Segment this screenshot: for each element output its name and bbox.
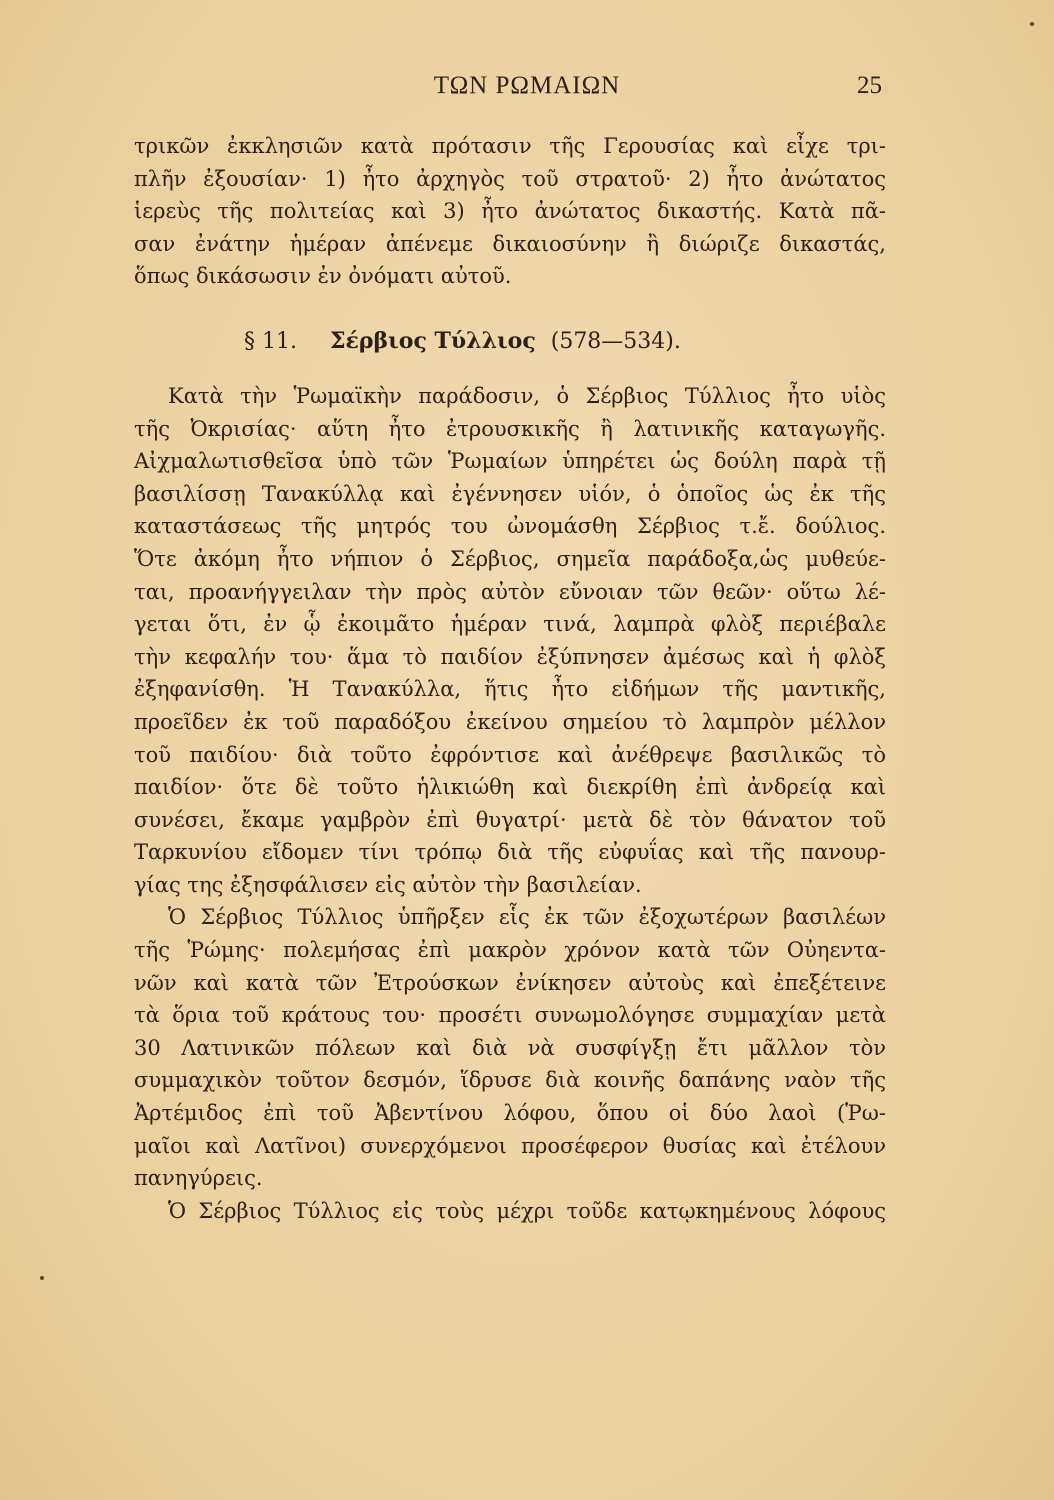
page-body: [134, 130, 886, 1227]
text-line: ὅπως δικάσωσιν ἐν ὀνόματι αὐτοῦ.: [134, 264, 512, 289]
text-line: τοῦ παιδίου· διὰ τοῦτο ἐφρόντισε καὶ ἀνέθρεψε βασιλικῶς τὸ: [134, 742, 886, 767]
text-line: βασιλίσσῃ Τανακύλλᾳ καὶ ἐγέννησεν υἱόν, ὁ ὁποῖος ὡς ἐκ τῆς: [134, 481, 886, 506]
text-line: πλῆν ἐξουσίαν· 1) ἦτο ἀρχηγὸς τοῦ στρατοῦ· 2) ἦτο ἀνώτατος: [134, 166, 886, 191]
text-line: καταστάσεως τῆς μητρός του ὠνομάσθη Σέρβιος τ.ἔ. δούλιος.: [134, 514, 886, 539]
page-header: [0, 72, 1054, 112]
text-line: ἱερεὺς τῆς πολιτείας καὶ 3) ἦτο ἀνώτατος δικαστής. Κατὰ πᾶ-: [134, 199, 886, 224]
paragraph-3: [134, 901, 886, 1194]
section-dates: (578—534).: [550, 328, 681, 354]
text-line: τῆς Ὀκρισίας· αὕτη ἦτο ἐτρουσκικῆς ἢ λατινικῆς καταγωγῆς.: [134, 416, 886, 441]
paper-speck: [40, 1276, 44, 1280]
text-line: Ὅτε ἀκόμη ἦτο νήπιον ὁ Σέρβιος, σημεῖα παράδοξα,ὡς μυθεύε-: [134, 546, 886, 571]
text-line: Κατὰ τὴν Ῥωμαϊκὴν παράδοσιν, ὁ Σέρβιος Τύλλιος ἦτο υἱὸς: [168, 383, 886, 408]
text-line: Αἰχμαλωτισθεῖσα ὑπὸ τῶν Ῥωμαίων ὑπηρέτει ὡς δούλη παρὰ τῇ: [134, 449, 886, 474]
section-heading: [134, 320, 886, 362]
text-line: τρικῶν ἐκκλησιῶν κατὰ πρότασιν τῆς Γερουσίας καὶ εἶχε τρι-: [134, 134, 886, 158]
text-line: τὰ ὅρια τοῦ κράτους του· προσέτι συνωμολόγησε συμμαχίαν μετὰ: [134, 1003, 886, 1028]
paragraph-4: [134, 1195, 886, 1228]
running-title: ΤΩΝ ΡΩΜΑΙΩΝ: [433, 72, 621, 99]
paragraph-2: [134, 380, 886, 902]
text-line: ἐξηφανίσθη. Ἡ Τανακύλλα, ἥτις ἦτο εἰδήμων τῆς μαντικῆς,: [134, 677, 886, 702]
section-title: Σέρβιος Τύλλιος: [329, 327, 536, 354]
text-line: παιδίον· ὅτε δὲ τοῦτο ἡλικιώθη καὶ διεκρίθη ἐπὶ ἀνδρείᾳ καὶ: [134, 775, 886, 800]
text-line: Ἀρτέμιδος ἐπὶ τοῦ Ἀβεντίνου λόφου, ὅπου οἱ δύο λαοὶ (Ῥω-: [134, 1101, 886, 1126]
paragraph-1: [134, 130, 886, 293]
text-line: γίας της ἐξησφάλισεν εἰς αὐτὸν τὴν βασιλείαν.: [134, 872, 642, 897]
text-line: Ὁ Σέρβιος Τύλλιος εἰς τοὺς μέχρι τοῦδε κατῳκημένους λόφους: [168, 1198, 886, 1223]
text-line: γεται ὅτι, ἐν ᾧ ἐκοιμᾶτο ἡμέραν τινά, λαμπρὰ φλὸξ περιέβαλε: [134, 612, 886, 637]
text-line: νῶν καὶ κατὰ τῶν Ἐτρούσκων ἐνίκησεν αὐτοὺς καὶ ἐπεξέτεινε: [134, 970, 886, 995]
text-line: ται, προανήγγειλαν τὴν πρὸς αὐτὸν εὔνοιαν τῶν θεῶν· οὕτω λέ-: [134, 579, 886, 604]
text-line: 30 Λατινικῶν πόλεων καὶ διὰ νὰ συσφίγξῃ ἔτι μᾶλλον τὸν: [134, 1035, 886, 1060]
text-line: προεῖδεν ἐκ τοῦ παραδόξου ἐκείνου σημείου τὸ λαμπρὸν μέλλον: [134, 709, 886, 734]
text-line: σαν ἐνάτην ἡμέραν ἀπένεμε δικαιοσύνην ἢ διώριζε δικαστάς,: [134, 231, 886, 256]
text-line: Ὁ Σέρβιος Τύλλιος ὑπῆρξεν εἷς ἐκ τῶν ἐξοχωτέρων βασιλέων: [168, 905, 886, 930]
text-line: συνέσει, ἔκαμε γαμβρὸν ἐπὶ θυγατρί· μετὰ δὲ τὸν θάνατον τοῦ: [134, 807, 886, 832]
section-number: § 11.: [244, 328, 297, 354]
text-line: τῆς Ῥώμης· πολεμήσας ἐπὶ μακρὸν χρόνον κατὰ τῶν Οὐηεντα-: [134, 938, 886, 963]
paper-speck: [1030, 22, 1034, 26]
text-line: Ταρκυνίου εἴδομεν τίνι τρόπῳ διὰ τῆς εὐφυΐας καὶ τῆς πανουρ-: [134, 840, 886, 865]
page-number: 25: [857, 72, 882, 99]
text-line: πανηγύρεις.: [134, 1166, 263, 1191]
text-line: μαῖοι καὶ Λατῖνοι) συνερχόμενοι προσέφερον θυσίας καὶ ἐτέλουν: [134, 1133, 886, 1158]
text-line: συμμαχικὸν τοῦτον δεσμόν, ἵδρυσε διὰ κοινῆς δαπάνης ναὸν τῆς: [134, 1068, 886, 1093]
text-line: τὴν κεφαλήν του· ἅμα τὸ παιδίον ἐξύπνησεν ἀμέσως καὶ ἡ φλὸξ: [134, 644, 886, 669]
